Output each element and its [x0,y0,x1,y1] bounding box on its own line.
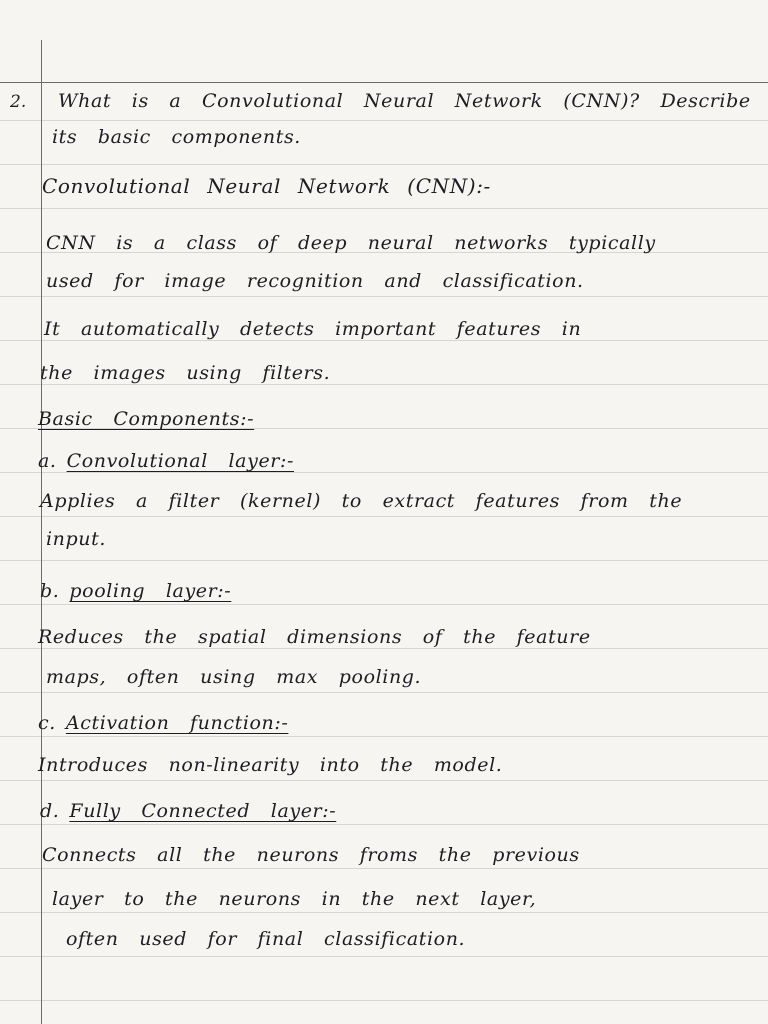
top-rule [0,82,768,83]
ruled-line [0,340,768,341]
ruled-line [0,736,768,737]
component-a-line-1: Applies a filter (kernel) to extract features from the [40,490,683,512]
basic-components-heading: Basic Components:- [38,408,255,430]
ruled-line [0,120,768,121]
intro-line-3: It automatically detects important features in [44,318,582,340]
component-c-line-1: Introduces non-linearity into the model. [38,754,503,776]
component-b-line-1: Reduces the spatial dimensions of the feature [38,626,591,648]
component-b-line-2: maps, often using max pooling. [46,666,422,688]
component-d-line-3: often used for final classification. [66,928,466,950]
component-b-title: pooling layer:- [69,580,232,602]
ruled-line [0,1000,768,1001]
ruled-line [0,956,768,957]
question-line-1: What is a Convolutional Neural Network (CNN)? Describe [58,90,751,112]
ruled-line [0,208,768,209]
component-d-line-2: layer to the neurons in the next layer, [52,888,537,910]
component-a-line-2: input. [46,528,106,550]
component-d-heading [40,802,336,821]
component-b-heading [40,582,231,601]
component-c-label: c. [38,712,56,734]
question-number: 2. [10,92,27,112]
ruled-line [0,560,768,561]
component-d-line-1: Connects all the neurons froms the previous [42,844,580,866]
ruled-line [0,472,768,473]
component-c-title: Activation function:- [65,712,289,734]
ruled-line [0,868,768,869]
intro-line-2: used for image recognition and classification. [46,270,584,292]
component-b-label: b. [40,580,60,602]
ruled-line [0,824,768,825]
intro-line-1: CNN is a class of deep neural networks typically [46,232,656,254]
component-a-heading [38,452,294,471]
intro-line-4: the images using filters. [40,362,331,384]
ruled-line [0,648,768,649]
ruled-line [0,604,768,605]
ruled-line [0,164,768,165]
ruled-line [0,912,768,913]
component-c-heading [38,714,288,733]
section-heading: Convolutional Neural Network (CNN):- [42,174,491,198]
component-d-label: d. [40,800,60,822]
component-a-label: a. [38,450,57,472]
ruled-line [0,384,768,385]
ruled-line [0,516,768,517]
component-a-title: Convolutional layer:- [66,450,294,472]
component-d-title: Fully Connected layer:- [69,800,337,822]
ruled-line [0,296,768,297]
ruled-line [0,780,768,781]
question-line-2: its basic components. [52,126,301,148]
ruled-line [0,692,768,693]
